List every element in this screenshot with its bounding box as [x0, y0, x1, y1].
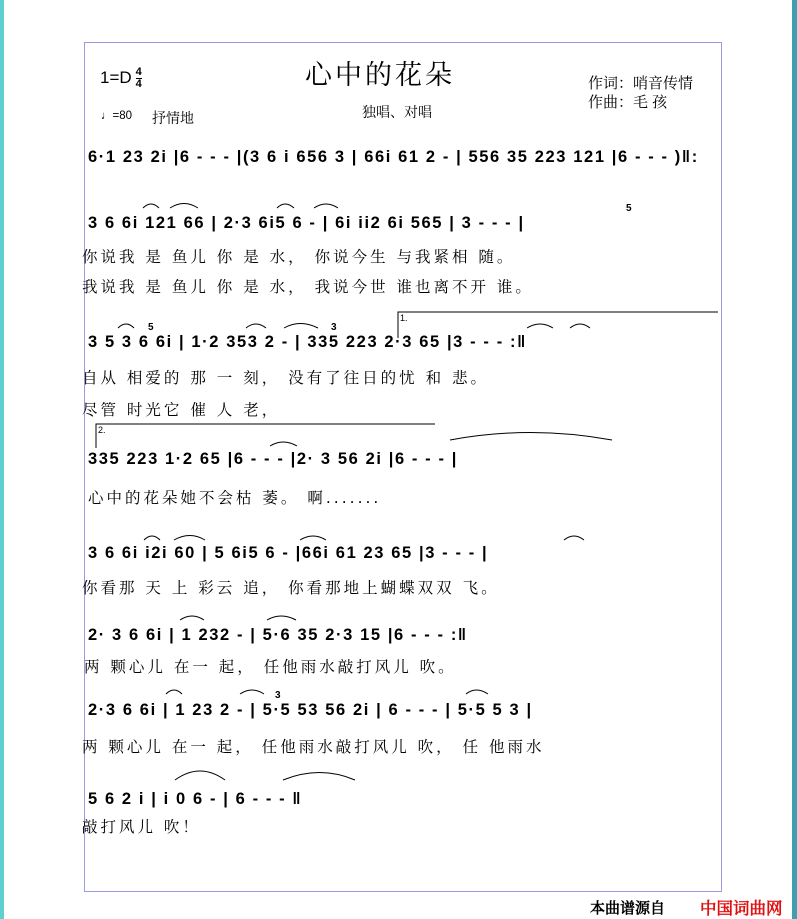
slur	[284, 324, 318, 329]
slur	[240, 690, 264, 694]
lyric-line-8: 敲打风儿 吹！	[82, 818, 201, 836]
slur	[564, 536, 584, 540]
footer-source-label: 本曲谱源自	[590, 899, 666, 917]
slur	[300, 536, 326, 540]
melody-line-8: 5 6 2 i | i 0 6 - | 6 - - - ‖	[88, 790, 303, 808]
composer-credit: 作曲：毛 孩	[588, 94, 668, 111]
slur	[175, 771, 225, 780]
lyric-line-7: 两 颗心儿 在一 起， 任他雨水敲打风儿 吹， 任 他雨水	[82, 738, 545, 756]
melody-line-2: 3 6 6i 121 66 | 2·3 6i5 6 - | 6i ii2 6i 565 | 3 - - - |	[88, 214, 525, 232]
time-bottom: 4	[135, 78, 142, 90]
slur	[118, 324, 134, 328]
slur	[174, 536, 205, 541]
slur	[143, 204, 159, 208]
volta-2-label: 2.	[98, 425, 106, 435]
melody-line-4: 335 223 1·2 65 |6 - - - |2· 3 56 2i |6 - - - |	[88, 450, 458, 468]
melody-line-3: 3 5 3 6 6i | 1·2 353 2 - | 335 223 2·3 65 |3 - - - :‖	[88, 333, 527, 351]
volta-2-bracket	[96, 424, 435, 448]
song-title: 心中的花朵	[305, 60, 455, 91]
grace-note-2: 5	[148, 322, 154, 333]
lyric-line-2b: 我说我 是 鱼儿 你 是 水， 我说今世 谁也离不开 谁。	[82, 278, 534, 296]
slur	[270, 442, 297, 446]
melody-line-7: 2·3 6 6i | 1 23 2 - | 5·5 53 56 2i | 6 - - - | 5·5 5 3 |	[88, 701, 533, 719]
lyricist-credit: 作词：哨音传情	[588, 75, 694, 92]
volta-1-bracket	[398, 312, 718, 338]
grace-note-1: 5	[626, 203, 632, 214]
volta-1-label: 1.	[400, 313, 408, 323]
slur	[314, 204, 338, 208]
slur	[277, 204, 294, 208]
lyric-line-5: 你看那 天 上 彩云 追， 你看那地上蝴蝶双双 飞。	[82, 579, 500, 597]
grace-note-3: 3	[331, 322, 337, 333]
lyric-line-2a: 你说我 是 鱼儿 你 是 水， 你说今生 与我紧相 随。	[82, 248, 516, 266]
slur	[466, 690, 488, 694]
lyric-line-3a: 自从 相爱的 那 一 刻， 没有了往日的忧 和 悲。	[82, 369, 489, 387]
slur	[166, 690, 182, 694]
expression-mark: 抒情地	[152, 110, 194, 126]
melody-line-1: 6·1 23 2i |6 - - - |(3 6 i 656 3 | 66i 61 2 - | 556 35 223 121 |6 - - - )‖:	[88, 148, 699, 166]
slur	[527, 324, 553, 328]
melody-line-5: 3 6 6i i2i 60 | 5 6i5 6 - |66i 61 23 65 |3 - - - |	[88, 544, 489, 562]
grace-note-4: 3	[275, 690, 281, 701]
slur	[180, 616, 204, 620]
footer-site-name[interactable]: 中国词曲网	[700, 899, 783, 918]
slur	[170, 204, 198, 209]
melody-line-6: 2· 3 6 6i | 1 232 - | 5·6 35 2·3 15 |6 - - - :‖	[88, 626, 468, 644]
subtitle: 独唱、对唱	[362, 104, 432, 120]
tempo-mark: ♩=80	[101, 110, 133, 122]
slur	[246, 324, 266, 328]
slur	[450, 433, 612, 441]
slur	[570, 324, 590, 328]
lyric-line-3b: 尽管 时光它 催 人 老，	[82, 401, 281, 419]
lyric-line-6: 两 颗心儿 在一 起， 任他雨水敲打风儿 吹。	[84, 658, 457, 676]
slur	[144, 536, 160, 540]
lyric-line-4: 心中的花朵她不会枯 萎。 啊.......	[88, 489, 382, 507]
time-top: 4	[135, 66, 142, 78]
slur	[283, 773, 355, 781]
slur	[267, 616, 296, 620]
key-text: 1=D	[100, 67, 132, 87]
